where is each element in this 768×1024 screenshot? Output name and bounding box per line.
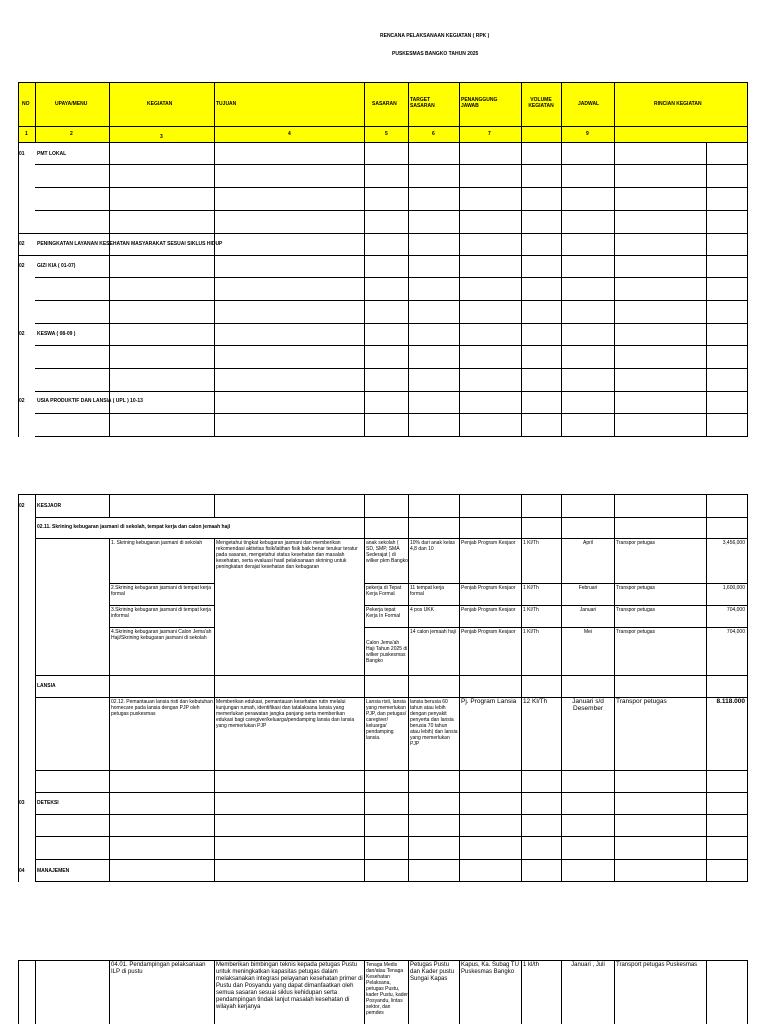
kesjaor-jadwal-4: Mei [583, 629, 593, 635]
section-no-pmt: 01 [19, 151, 25, 157]
header-sasaran: SASARAN [372, 101, 397, 107]
kesjaor-sasaran-2: pekerja di Tepat Kerja Formal [366, 585, 402, 597]
col-number-5: 5 [385, 131, 388, 137]
section-label-upl: USIA PRODUKTIF DAN LANSIA ( UPL ) 10-13 [37, 398, 143, 404]
section-label-lansia: LANSIA [37, 683, 56, 689]
header-rincian: RINCIAN KEGIATAN [654, 101, 702, 107]
section-label-pmt: PMT LOKAL [37, 151, 67, 157]
kesjaor-rincian-3: Transpor petugas [616, 607, 656, 613]
kesjaor-rincian-1: Transpor petugas [616, 540, 656, 546]
kesjaor-kegiatan-1: 1. Skrining kebugaran jasmani di sekolah [111, 540, 203, 546]
header-volume-kegiatan: VOLUME KEGIATAN [528, 97, 554, 109]
kesjaor-pj-3: Penjab Program Kesjaor [461, 607, 516, 613]
document-title: RENCANA PELAKSANAAN KEGIATAN ( RPK ) [380, 33, 490, 39]
section-no-layanan: 02 [19, 241, 25, 247]
kesjaor-volume-4: 1 Kl/Th [523, 629, 539, 635]
section-label-kesjaor: KESJAOR [37, 503, 62, 509]
kesjaor-sasaran-4: Calon Jema'ah Haji Tahun 2025 di wilker puskesmas Bangko [366, 640, 408, 664]
kesjaor-volume-3: 1 Kl/Th [523, 607, 539, 613]
kesjaor-biaya-3: 704,000 [726, 607, 745, 613]
kesjaor-target-1: 10% dari anak kelas 4,8 dan 10 [410, 540, 456, 552]
col-number-3: 3 [160, 134, 163, 140]
kesjaor-rincian-2: Transpor petugas [616, 585, 656, 591]
lansia-biaya: 8.118.000 [716, 698, 745, 705]
kesjaor-biaya-1: 3,456,000 [722, 540, 745, 546]
manajemen-tujuan: Memberikan bimbingan teknis kepada petugas Pustu untuk meningkatkan kapasitas petugas dalam melaksanakan integrasi pelayanan kesehatan primer di Pustu dan Posyandu yang dapat dimanfaatkan oleh semua sasaran sesuai siklus kehidupan serta pendampingan tindak lanjut masalah kesehatan di wilayah kerjanya [216, 962, 363, 1010]
col-number-9: 9 [586, 131, 589, 137]
manajemen-pj: Kapus, Ka. Subag TU Puskesmas Bangko [461, 962, 519, 975]
kesjaor-biaya-4: 704,000 [726, 629, 745, 635]
section-label-manajemen: MANAJEMEN [37, 868, 70, 874]
section-no-keswa: 02 [19, 331, 25, 337]
header-penanggung-jawab: PENANGGUNG JAWAB [461, 97, 498, 109]
kesjaor-sasaran-3: Pekerja tepat Kerja In Formal [366, 607, 401, 619]
kesjaor-jadwal-1: April [582, 540, 593, 546]
section-label-layanan: PENINGKATAN LAYANAN KESEHATAN MASYARAKAT SESUAI SIKLUS HIDUP [37, 241, 223, 247]
subsection-skrining: 02.11. Skrining kebugaran jasmani di sekolah, tempat kerja dan calon jemaah haji [37, 524, 231, 530]
kesjaor-kegiatan-3: 3.Skrining kebugaran jasmani di tempat kerja informal [111, 607, 212, 619]
header-tujuan: TUJUAN [216, 101, 237, 107]
kesjaor-target-4: 14 calon jemaah haji [410, 629, 456, 635]
manajemen-volume: 1 kl/th [523, 962, 540, 968]
kesjaor-biaya-2: 1,600,000 [722, 585, 745, 591]
kesjaor-kegiatan-4: 4.Skrining kebugaran jasmani Calon Jema'ah Haji/Skrining kebugaran jasmani di sekolah [111, 629, 212, 641]
kesjaor-volume-2: 1 Kl/Th [523, 585, 539, 591]
header-background [18, 82, 747, 142]
kesjaor-kegiatan-2: 2.Skrining kebugaran jasmani di tempat kerja formal [111, 585, 212, 597]
manajemen-sasaran: Tenaga Medis dan/atau Tenaga Kesehatan Pelaksana, petugas Pustu, kader Pustu, kader Posyandu, lintas sektor, dan pemdes [366, 962, 408, 1016]
manajemen-rincian: Transport petugas Puskesmas [616, 962, 698, 968]
section-label-deteksi: DETEKSI [37, 800, 59, 806]
kesjaor-rincian-4: Transpor petugas [616, 629, 656, 635]
kesjaor-pj-4: Penjab Program Kesjaor [461, 629, 516, 635]
col-number-4: 4 [288, 131, 291, 137]
section-no-upl: 02 [19, 398, 25, 404]
lansia-sasaran: Lansia risti, lansia yang memerlukan PJP, dan petugas/ caregiver/ keluarga/ pendamping lansia. [366, 699, 407, 741]
col-number-2: 2 [70, 131, 73, 137]
kesjaor-volume-1: 1 Kl/Th [523, 540, 539, 546]
col-number-6: 6 [432, 131, 435, 137]
document-subtitle: PUSKESMAS BANGKO TAHUN 2025 [392, 51, 479, 57]
kesjaor-tujuan: Mengetahui tingkat kebugaran jasmani dan memberikan rekomendasi aktivitas fisik/latihan fisik baik benar terukur teratur pada sasaran, mengetahui status kesehatan dan masalah kesehatan, serta evaluasi hasil pelaksanaan skrining untuk peningkatan derajat kesehatan dan kebugaran [216, 540, 358, 570]
lansia-target: lansia berusia 60 tahun atau lebih dengan penyakit penyerta dan lansia berusia 70 tahun atau lebih) dan lansia yang memerlukan PJP [410, 699, 458, 747]
section-no-deteksi: 03 [19, 800, 25, 806]
lansia-rincian: Transpor petugas [616, 698, 667, 705]
manajemen-jadwal: Januari , Juli [571, 962, 605, 968]
header-target-sasaran: TARGET SASARAN [410, 97, 435, 109]
section-no-manajemen: 04 [19, 868, 25, 874]
kesjaor-pj-1: Penjab Program Kesjaor [461, 540, 516, 546]
lansia-pj: Pj. Program Lansia [461, 698, 517, 705]
section-no-kesjaor: 02 [19, 503, 25, 509]
section-label-keswa: KESWA ( 08-09 ) [37, 331, 76, 337]
manajemen-target: Petugas Pustu dan Kader pustu Sungai Kapas [410, 962, 455, 982]
kesjaor-jadwal-2: Februari [578, 585, 598, 591]
lansia-volume: 12 Kl/Th [523, 698, 548, 705]
lansia-kegiatan: 02.12. Pemantauan lansia risti dan kebutuhan homecare pada lansia dengan PJP oleh petugas puskesmas [111, 699, 213, 717]
kesjaor-pj-2: Penjab Program Kesjaor [461, 585, 516, 591]
header-upaya: UPAYA/MENU [55, 101, 88, 107]
kesjaor-target-3: 4 pos UKK [410, 607, 434, 613]
header-no: NO [22, 101, 30, 107]
manajemen-kegiatan: 04.01. Pendampingan pelaksanaan ILP di pustu [111, 962, 206, 975]
col-number-1: 1 [25, 131, 28, 137]
kesjaor-target-2: 11 tempat kerja formal [410, 585, 445, 597]
section-label-gizi: GIZI KIA ( 01-07) [37, 263, 76, 269]
kesjaor-sasaran-1: anak sekolah ( SD, SMP, SMA Sederajat ) di wilker pkm Bangko [366, 540, 408, 564]
header-kegiatan: KEGIATAN [147, 101, 173, 107]
lansia-jadwal: Januari s/d Desember [572, 698, 604, 712]
col-number-7: 7 [488, 131, 491, 137]
kesjaor-jadwal-3: Januari [579, 607, 597, 613]
section-no-gizi: 02 [19, 263, 25, 269]
lansia-tujuan: Memberikan edukasi, pemantauan kesehatan rutin melalui kunjungan rumah, identifikasi dan tatalaksana lansia yang memerlukan perawatan jangka panjang serta memberikan edukasi bagi caregiver/keluarga/pendamping lansia dan lansia yang memerlukan PJP [216, 699, 355, 729]
header-jadwal: JADWAL [578, 101, 600, 107]
